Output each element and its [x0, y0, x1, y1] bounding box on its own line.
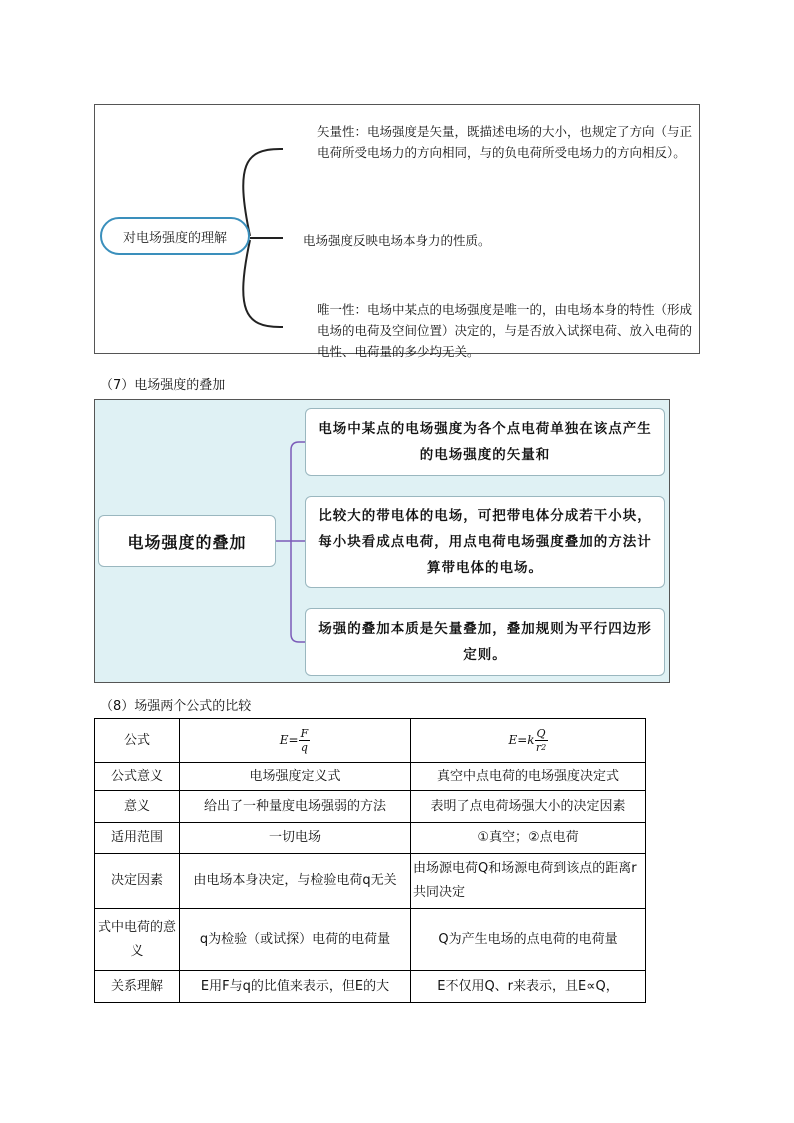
mindmap-field-superposition: [94, 399, 670, 683]
table-row: 适用范围 一切电场 ①真空；②点电荷: [95, 823, 646, 854]
table-row: 意义 给出了一种量度电场强弱的方法 表明了点电荷场强大小的决定因素: [95, 791, 646, 823]
formula-comparison-table: [94, 718, 646, 1003]
formula-definition: E= $\frac{F}{q}$: [180, 719, 411, 763]
table-row: 公式意义 电场强度定义式 真空中点电荷的电场强度决定式: [95, 763, 646, 791]
table-header-row: [95, 719, 646, 763]
mindmap-field-strength-understanding: [94, 104, 700, 359]
formula-point-charge: E=k $\frac{Q}{r^2}$: [411, 719, 646, 763]
table-row: 关系理解 E用F与q的比值来表示，但E的大 E不仅用Q、r来表示，且E∝Q，: [95, 971, 646, 1003]
mindmap2-branch-parallelogram: 场强的叠加本质是矢量叠加，叠加规则为平行四边形定则。: [305, 608, 665, 676]
header-label: 公式: [95, 719, 180, 763]
mindmap1-root: 对电场强度的理解: [100, 217, 250, 255]
mindmap2-root: 电场强度的叠加: [98, 515, 276, 567]
table-row: 式中电荷的意义 q为检验（或试探）电荷的电荷量 Q为产生电场的点电荷的电荷量: [95, 909, 646, 971]
section-title-8: （8）场强两个公式的比较: [100, 699, 252, 714]
table-row: 决定因素 由电场本身决定，与检验电荷q无关 由场源电荷Q和场源电荷到该点的距离r共同决定: [95, 854, 646, 909]
section-title-7: （7）电场强度的叠加: [100, 378, 226, 393]
mindmap1-branch-vector: 矢量性：电场强度是矢量，既描述电场的大小，也规定了方向（与正电荷所受电场力的方向相同，与的负电荷所受电场力的方向相反）。: [317, 124, 693, 160]
mindmap2-branch-vector-sum: 电场中某点的电场强度为各个点电荷单独在该点产生的电场强度的矢量和: [305, 408, 665, 476]
mindmap2-branch-large-body: 比较大的带电体的电场，可把带电体分成若干小块，每小块看成点电荷，用点电荷电场强度叠加的方法计算带电体的电场。: [305, 496, 665, 588]
mindmap1-branch-uniqueness: 唯一性：电场中某点的电场强度是唯一的，由电场本身的特性（形成电场的电荷及空间位置）决定的，与是否放入试探电荷、放入电荷的电性、电荷量的多少均无关。: [317, 302, 693, 359]
mindmap1-branch-property: 电场强度反映电场本身力的性质。: [303, 233, 491, 248]
